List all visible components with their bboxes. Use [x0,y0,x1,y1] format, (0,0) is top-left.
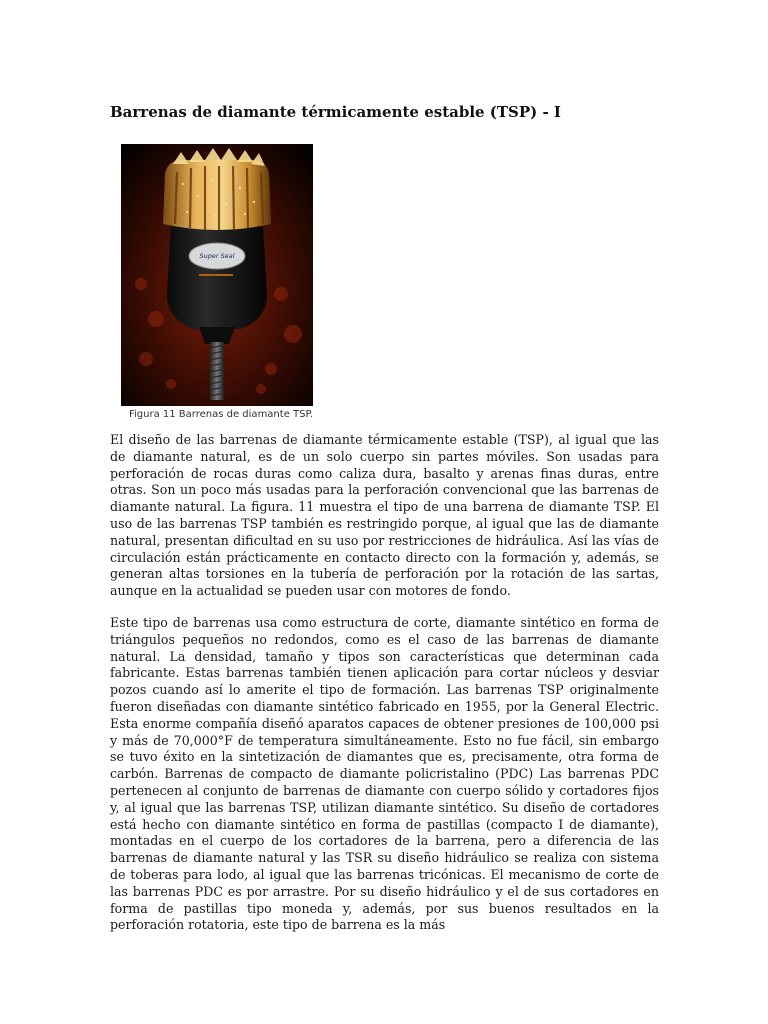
body-paragraph-1: El diseño de las barrenas de diamante térmicamente estable (TSP), al igual que las de diamante natural, es de un solo cuerpo sin partes móviles. Son usadas para perforación de rocas duras como caliza dura, basalto y arenas finas duras, entre otras. Son un poco más usadas para la perforación convencional que las barrenas de diamante natural. La figura. 11 muestra el tipo de una barrena de diamante TSP. El uso de las barrenas TSP también es restringido porque, al igual que las de diamante natural, presentan dificultad en su uso por restricciones de hidráulica. Así las vías de circulación están prácticamente en contacto directo con la formación y, además, se generan altas torsiones en la tubería de perforación por la rotación de las sartas, aunque en la actualidad se pueden usar con motores de fondo. [110,432,659,599]
drill-bit-illustration [121,144,313,406]
body-paragraph-2: Este tipo de barrenas usa como estructura de corte, diamante sintético en forma de triángulos pequeños no redondos, como es el caso de las barrenas de diamante natural. La densidad, tamaño y tipos son características que determinan cada fabricante. Estas barrenas también tienen aplicación para cortar núcleos y desviar pozos cuando así lo amerite el tipo de formación. Las barrenas TSP originalmente fueron diseñadas con diamante sintético fabricado en 1955, por la General Electric. Esta enorme compañía diseñó aparatos capaces de obtener presiones de 100,000 psi y más de 70,000°F de temperatura simultáneamente. Esto no fue fácil, sin embargo se tuvo éxito en la sintetización de diamantes que es, precisamente, otra forma de carbón. Barrenas de compacto de diamante policristalino (PDC) Las barrenas PDC pertenecen al conjunto de barrenas de diamante con cuerpo sólido y cortadores fijos y, al igual que las barrenas TSP, utilizan diamante sintético. Su diseño de cortadores está hecho con diamante sintético en forma de pastillas (compacto I de diamante), montadas en el cuerpo de los cortadores de la barrena, pero a diferencia de las barrenas de diamante natural y las TSR su diseño hidráulico se realiza con sistema de toberas para lodo, al igual que las barrenas tricónicas. El mecanismo de corte de las barrenas PDC es por arrastre. Por su diseño hidráulico y el de sus cortadores en forma de pastillas tipo moneda y, además, por sus buenos resultados en la perforación rotatoria, este tipo de barrena es la más [110,615,659,933]
drill-bit-photo [121,144,313,406]
bit-label-logo: Super Seal [199,252,235,260]
page-title: Barrenas de diamante térmicamente estable (TSP) - I [110,103,561,121]
figure-caption: Figura 11 Barrenas de diamante TSP. [129,409,314,420]
